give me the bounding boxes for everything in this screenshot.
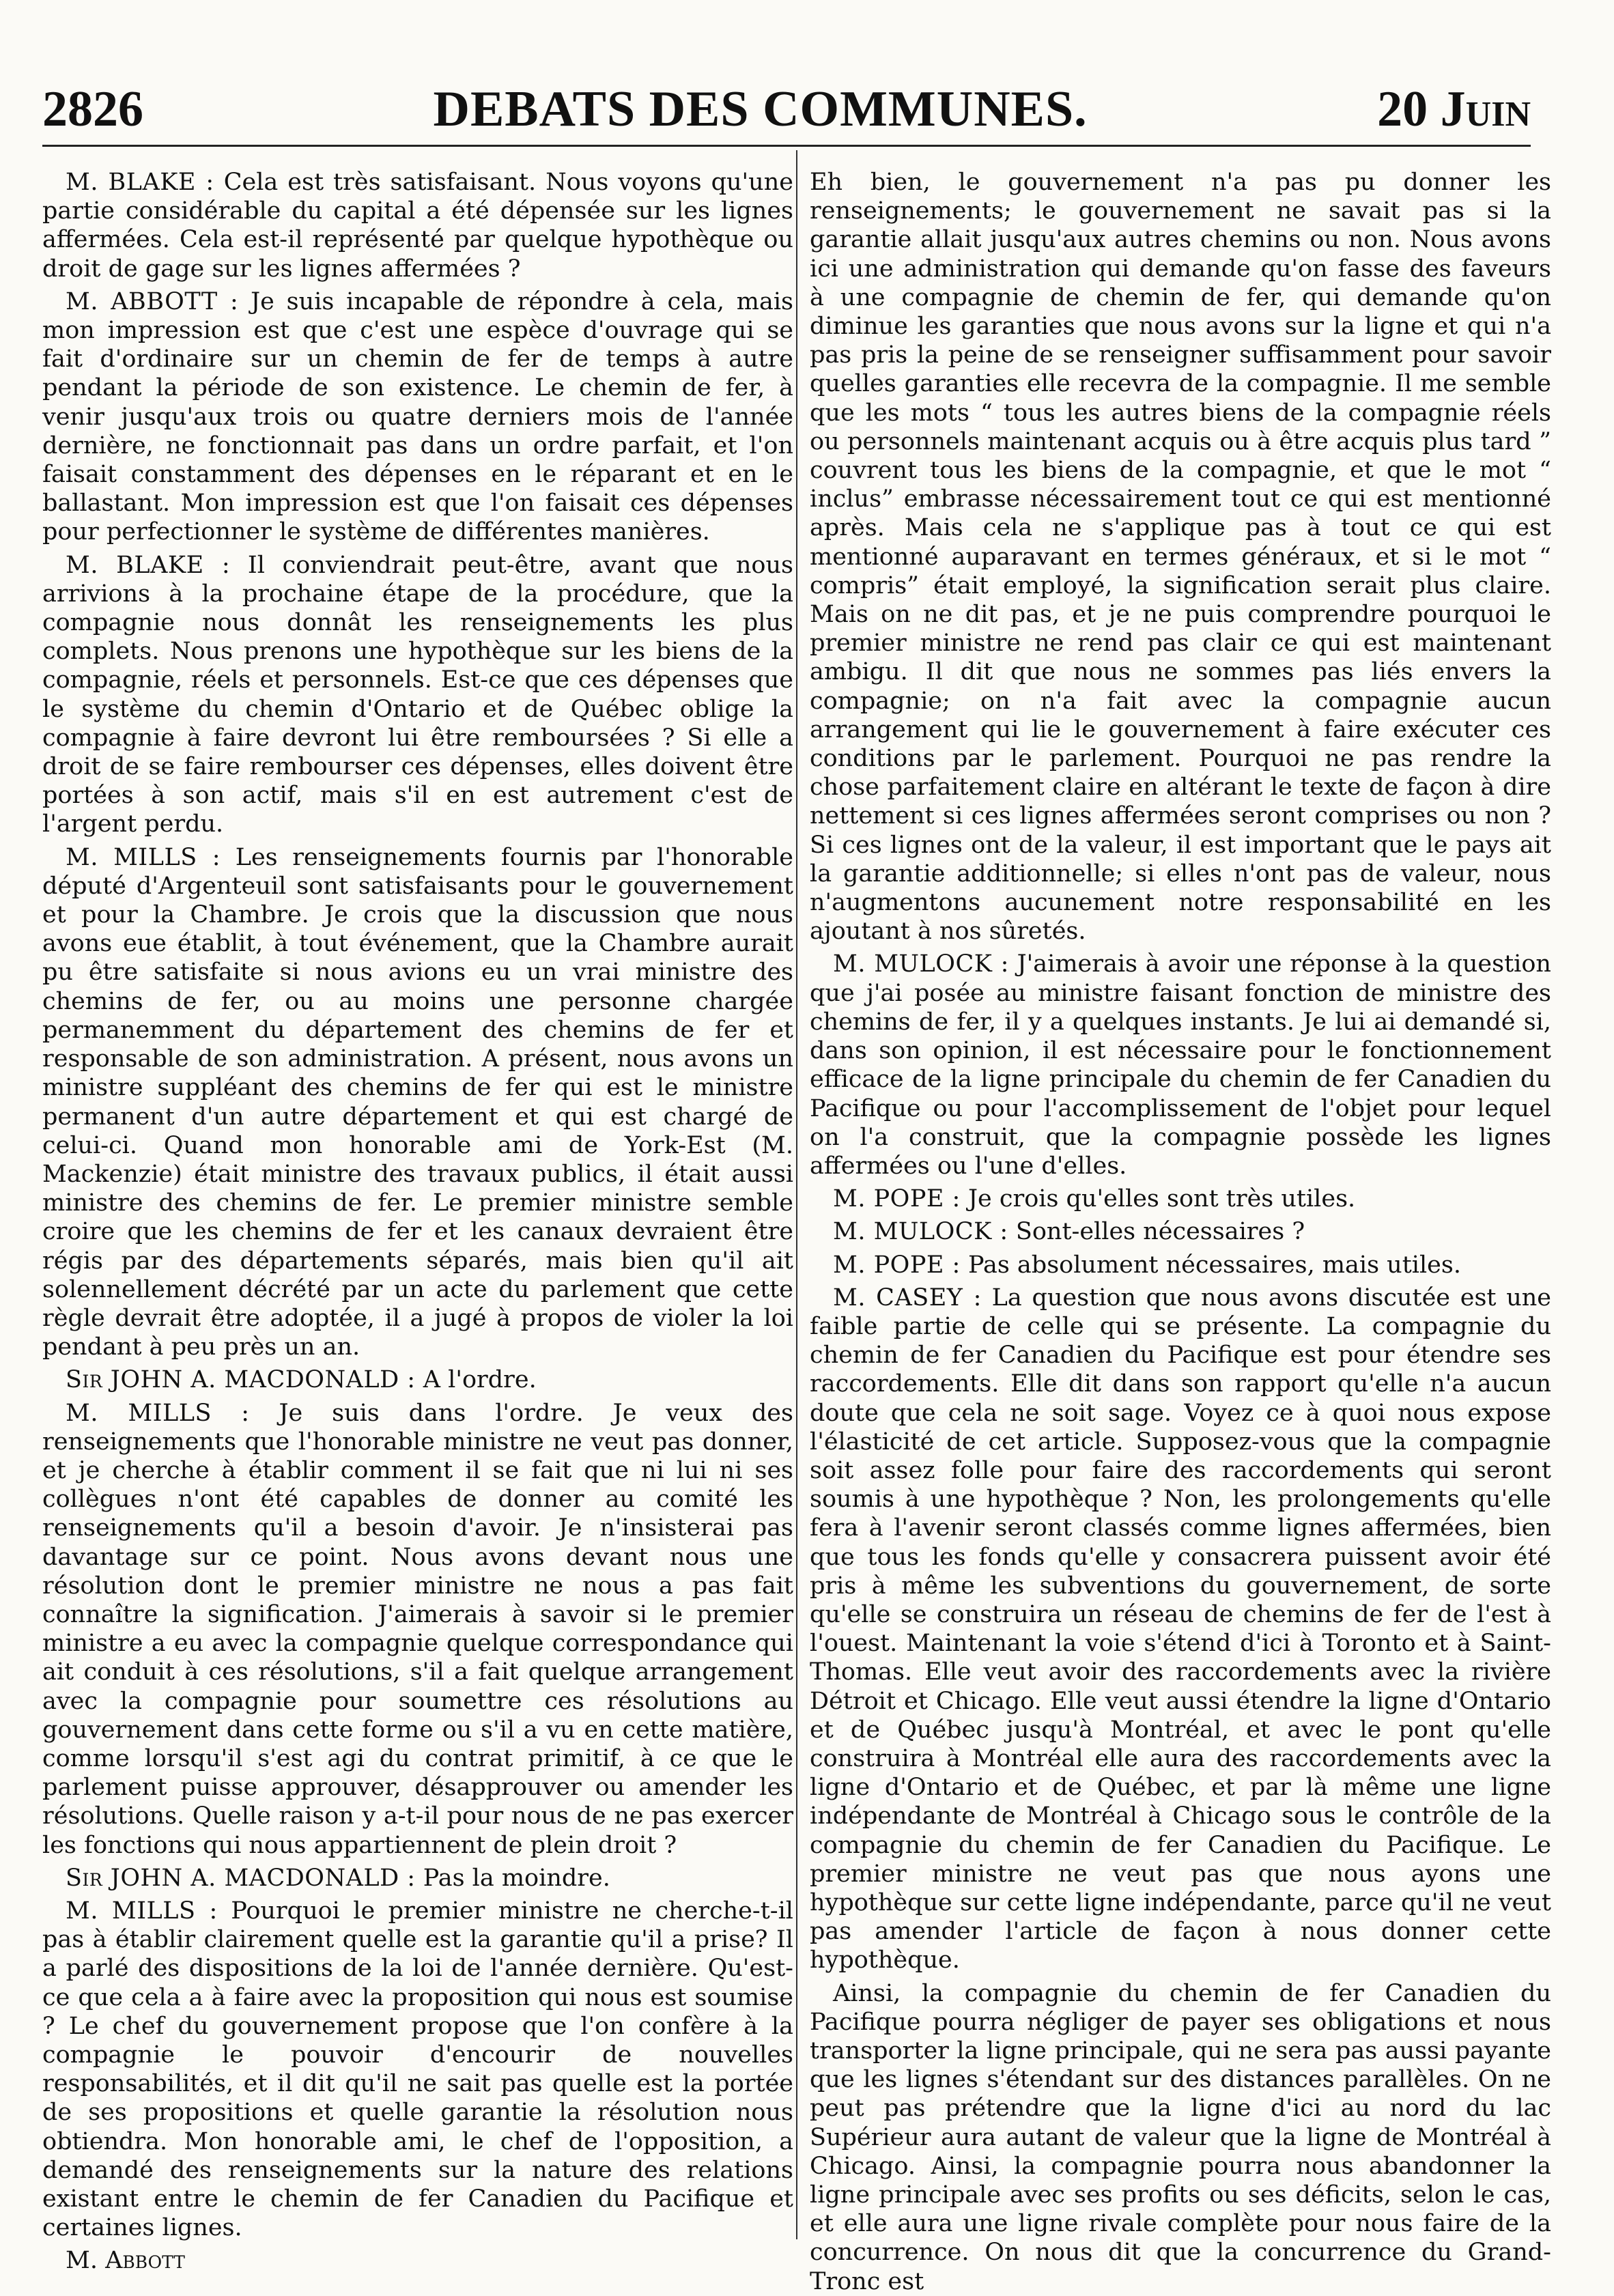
paragraph — [810, 1979, 1551, 2296]
paragraph-text: Il conviendrait peut-être, avant que nous arrivions à la prochaine étape de la procédure, que la compagnie nous donnât les renseignements les plus complets. Nous prenons une hypothèque sur les biens de la compagnie, réels et personnels. Est-ce que ces dépenses que le système du chemin d'Ontario et de Québec oblige la compagnie à faire devront lui être remboursées ? Si elle a droit de se faire rembourser ces dépenses, elles doivent être portées à son actif, mais s'il en est autrement c'est de l'argent perdu. — [42, 551, 793, 838]
header-rule — [42, 145, 1531, 147]
speaker-name: M. POPE : — [833, 1251, 961, 1279]
speaker-name: M. MULOCK : — [833, 950, 1009, 978]
paragraph — [42, 1897, 793, 2242]
paragraph-text: La question que nous avons discutée est une faible partie de celle qui se présente. La compagnie du chemin de fer Canadien du Pacifique est pour étendre ses raccordements. Elle dit dans son rapport qu'elle n'a aucun doute que cela ne soit sage. Voyez ce à quoi nous expose l'élasticité de cet article. Supposez-vous que la compagnie soit assez folle pour faire des raccordements qui seront soumis à une hypothèque ? Non, les prolongements qu'elle fera à l'avenir seront classés comme lignes affermées, bien que tous les fonds qu'elle y consacrera puissent avoir été pris à même les subventions du gouvernement, de sorte qu'elle se construira un réseau de chemins de fer de l'est à l'ouest. Maintenant la voie s'étend d'ici à Toronto et à Saint-Thomas. Elle veut avoir des raccordements avec la rivière Détroit et Chicago. Elle veut aussi étendre la ligne d'Ontario et de Québec jusqu'à Montréal, et avec le pont qu'elle construira à Montréal elle aura des raccordements avec la ligne d'Ontario et de Québec, et par là même une ligne indépendante de Montréal à Chicago sous le contrôle de la compagnie du chemin de fer Canadien du Pacifique. Le premier ministre ne veut pas que nous ayons une hypothèque sur cette ligne indépendante, parce qu'il ne veut pas amender l'article de façon à nous donner cette hypothèque. — [810, 1284, 1551, 1974]
paragraph-text: J'aimerais à avoir une réponse à la question que j'ai posée au ministre faisant fonction de ministre des chemins de fer, il y a quelques instants. Je lui ai demandé si, dans son opinion, il est nécessaire pour le fonctionnement efficace de la ligne principale du chemin de fer Canadien du Pacifique ou pour l'accomplissement de l'objet pour lequel on l'a construit, que la compagnie possède les lignes affermées ou l'une d'elles. — [810, 950, 1551, 1180]
paragraph — [42, 551, 793, 839]
paragraph-text: Les renseignements fournis par l'honorable député d'Argenteuil sont satisfaisants pour le gouvernement et pour la Chambre. Je crois que la discussion que nous avons eue établit, à tout événement, que la Chambre aurait pu être satisfaite si nous avions eu un vrai ministre des chemins de fer, ou au moins une personne chargée permanemment du département des chemins de fer et responsable de son administration. A présent, nous avons un ministre suppléant des chemins de fer qui est le ministre permanent d'un autre département et qui est chargé de celui-ci. Quand mon honorable ami de York-Est (M. Mackenzie) était ministre des travaux publics, il était aussi ministre des chemins de fer. Le premier ministre semble croire que les chemins de fer et les canaux devraient être régis par des départements séparés, mais bien qu'il ait solennellement décrété par un acte du parlement que cette règle devrait être adoptée, il a jugé à propos de violer la loi pendant à peu près un an. — [42, 843, 793, 1361]
paragraph — [810, 950, 1551, 1180]
paragraph-text: Cela est très satisfaisant. Nous voyons qu'une partie considérable du capital a été dépensée sur les lignes affermées. Cela est-il représenté par quelque hypothèque ou droit de gage sur les lignes affermées ? — [42, 169, 793, 283]
paragraph-text: A l'ordre. — [423, 1366, 537, 1394]
page-title: DEBATS DES COMMUNES. — [433, 81, 1088, 137]
paragraph-text: Ainsi, la compagnie du chemin de fer Canadien du Pacifique pourra négliger de payer ses obligations et nous transporter la ligne principale, qui ne sera pas aussi payante que les lignes s'étendant sur des distances parallèles. On ne peut pas prétendre que la ligne d'ici au nord du lac Supérieur aura autant de valeur que la ligne de Montréal à Chicago. Ainsi, la compagnie pourra nous abandonner la ligne principale avec ses profits ou ses déficits, selon le cas, et elle aura une ligne rivale complète pour nous faire de la concurrence. On nous dit que la concurrence du Grand-Tronc est — [810, 1979, 1551, 2295]
speaker-name: Sir JOHN A. MACDONALD : — [66, 1366, 416, 1394]
catchword: M. Abbott — [66, 2247, 185, 2275]
paragraph — [42, 843, 793, 1362]
left-column — [42, 168, 793, 2275]
paragraph — [42, 1399, 793, 1860]
page-header — [42, 81, 1531, 142]
paragraph-text: Sont-elles nécessaires ? — [1015, 1218, 1305, 1246]
speaker-name: M. POPE : — [833, 1185, 961, 1213]
paragraph — [810, 168, 1551, 946]
paragraph-text: Je suis dans l'ordre. Je veux des renseignements que l'honorable ministre ne veut pas donner, et je cherche à établir comment il se fait que ni lui ni ses collègues n'ont été capables de donner au comité les renseignements qu'il a besoin d'avoir. Je n'insisterai pas davantage sur ce point. Nous avons devant nous une résolution dont le premier ministre ne nous a pas fait connaître la signification. J'aimerais à savoir si le premier ministre a eu avec la compagnie quelque correspondance qui ait conduit à ces résolutions, s'il a fait quelque arrangement avec la compagnie pour soumettre ces résolutions au gouvernement dans cette forme ou s'il a vu en cette matière, comme lorsqu'il s'est agi du contrat primitif, à ce que le parlement puisse approuver, désapprouver ou amender les résolutions. Quelle raison y a-t-il pour nous de ne pas exercer les fonctions qui nous appartiennent de plein droit ? — [42, 1399, 793, 1859]
paragraph — [810, 1217, 1551, 1246]
speaker-name: M. CASEY : — [833, 1284, 982, 1312]
speaker-name: Sir JOHN A. MACDONALD : — [66, 1864, 416, 1892]
right-column — [810, 168, 1551, 2295]
paragraph-text: Pourquoi le premier ministre ne cherche-t-il pas à établir clairement quelle est la garantie qu'il a prise? Il a parlé des dispositions de la loi de l'année dernière. Qu'est-ce que cela a à faire avec la proposition qui nous est soumise ? Le chef du gouvernement propose que l'on confère à la compagnie le pouvoir d'encourir de nouvelles responsabilités, et il dit qu'il ne sait pas quelle est la portée de ses propositions et quelle garantie la résolution nous obtiendra. Mon honorable ami, le chef de l'opposition, a demandé des renseignements sur la nature des relations existant entre le chemin de fer Canadien du Pacifique et certaines lignes. — [42, 1897, 793, 2242]
paragraph — [810, 1185, 1551, 1213]
speaker-name: M. MILLS : — [66, 843, 221, 871]
paragraph — [42, 1365, 793, 1394]
paragraph — [810, 1284, 1551, 1975]
speaker-name: M. BLAKE : — [66, 169, 214, 196]
paragraph — [810, 1251, 1551, 1279]
paragraph — [42, 168, 793, 283]
paragraph-text: Je crois qu'elles sont très utiles. — [968, 1185, 1356, 1213]
speaker-name: M. BLAKE : — [66, 551, 231, 579]
paragraph-text: Je suis incapable de répondre à cela, mais mon impression est que c'est une espèce d'ouvrage qui se fait d'ordinaire sur un chemin de fer de temps à autre pendant la période de son existence. Le chemin de fer, à venir jusqu'aux trois ou quatre derniers mois de l'année dernière, ne fonctionnait pas dans un ordre parfait, et l'on faisait constamment des dépenses en le réparant et en le ballastant. Mon impression est que l'on faisait ces dépenses pour perfectionner le système de différentes manières. — [42, 287, 793, 546]
speaker-name: M. MULOCK : — [833, 1218, 1008, 1246]
header-date: 20 Juin — [1377, 81, 1531, 137]
speaker-name: M. ABBOTT : — [66, 287, 239, 315]
column-divider — [796, 150, 797, 2239]
paragraph-text: Pas la moindre. — [423, 1864, 610, 1892]
page-number: 2826 — [42, 81, 143, 137]
paragraph — [42, 287, 793, 547]
paragraph-text: Pas absolument nécessaires, mais utiles. — [968, 1251, 1461, 1279]
paragraph-text: Eh bien, le gouvernement n'a pas pu donner les renseignements; le gouvernement ne savait pas si la garantie allait jusqu'aux autres chemins ou non. Nous avons ici une administration qui demande qu'on fasse des faveurs à une compagnie de chemin de fer, qui demande qu'on diminue les garanties que nous avons sur la ligne et qui n'a pas pris la peine de se renseigner suffisamment pour savoir quelles garanties elle recevra de la compagnie. Il me semble que les mots “ tous les autres biens de la compagnie réels ou personnels maintenant acquis ou à être acquis plus tard ” couvrent tous les biens de la compagnie, et que le mot “ inclus” embrasse nécessairement tout ce qui est mentionné après. Mais cela ne s'applique pas à tout ce qui est mentionné auparavant en termes généraux, et si le mot “ compris” était employé, la signification serait plus claire. Mais on ne dit pas, et je ne puis comprendre pourquoi le premier ministre ne rend pas clair ce qui est maintenant ambigu. Il dit que nous ne sommes pas liés envers la compagnie; on n'a fait avec la compagnie aucun arrangement qui lie le gouvernement à faire exécuter ces conditions par le parlement. Pourquoi ne pas rendre la chose parfaitement claire en altérant le texte de façon à dire nettement si ces lignes affermées seront comprises ou non ? Si ces lignes ont de la valeur, il est important que le pays ait la garantie additionnelle; si elles n'ont pas de valeur, nous n'augmentons aucunement notre responsabilité en les ajoutant à nos sûretés. — [810, 169, 1551, 946]
speaker-name: M. MILLS : — [66, 1399, 250, 1427]
paragraph — [42, 1864, 793, 1893]
speaker-name: M. MILLS : — [66, 1897, 218, 1925]
